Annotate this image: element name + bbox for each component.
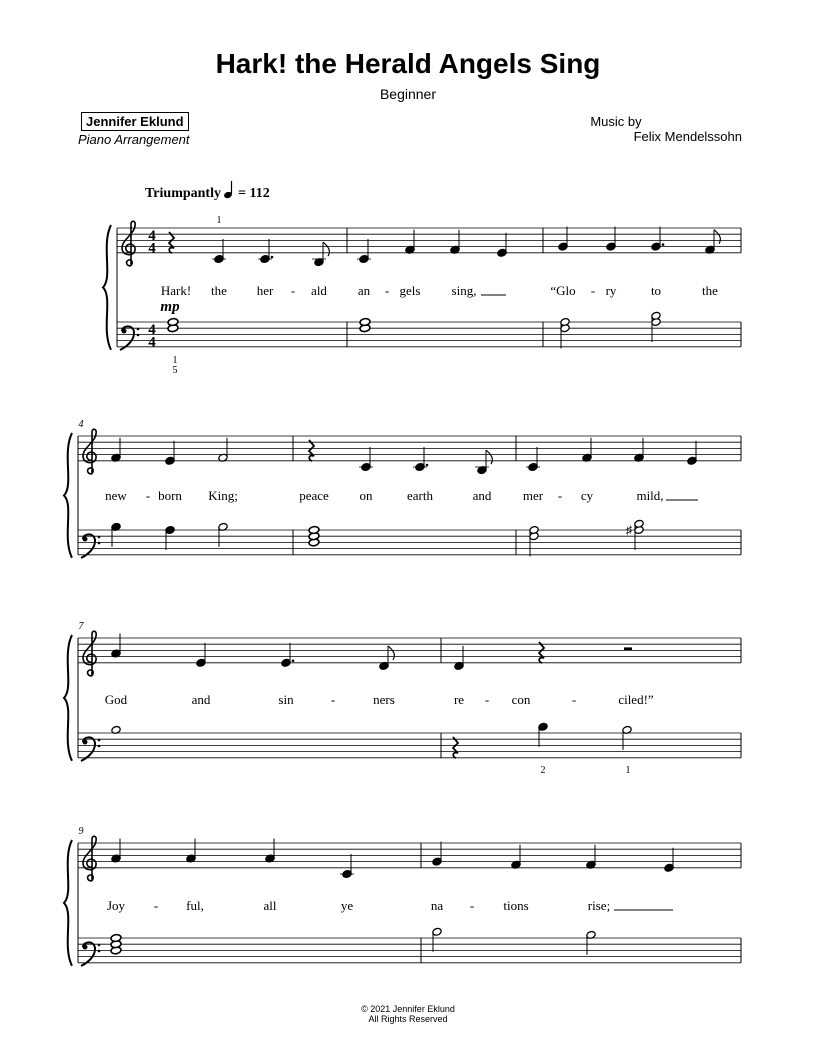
- rights-text: All Rights Reserved: [368, 1014, 448, 1024]
- lyric-syllable: gels: [399, 283, 421, 298]
- flag: [486, 450, 492, 464]
- lyric-syllable: -: [153, 898, 159, 913]
- lyric-syllable: ry: [605, 283, 617, 298]
- lyric-syllable: and: [472, 488, 492, 503]
- brace: [103, 225, 111, 350]
- lyric-syllable: ye: [340, 898, 354, 913]
- dot: [271, 256, 274, 259]
- lyric-syllable: and: [191, 692, 211, 707]
- note: [475, 450, 492, 474]
- note: [582, 438, 592, 462]
- lyric-syllable: -: [145, 488, 151, 503]
- fingering: 1: [172, 355, 178, 366]
- note: [186, 839, 196, 863]
- note: [687, 441, 697, 465]
- note: [258, 239, 273, 263]
- note: [622, 725, 632, 749]
- note: [265, 839, 275, 863]
- arranger-name: Jennifer Eklund: [81, 112, 189, 131]
- lyric-syllable: re: [453, 692, 465, 707]
- note: [634, 438, 644, 462]
- lyric-syllable: peace: [299, 488, 329, 503]
- lyric-syllable: -: [484, 692, 490, 707]
- lyric-syllable: con: [511, 692, 531, 707]
- note: [511, 845, 521, 869]
- note: [664, 848, 674, 872]
- lyric-syllable: mild,: [636, 488, 664, 503]
- lyric-syllable: King;: [208, 488, 238, 503]
- lyric-syllable: new: [105, 488, 127, 503]
- bass-staff: [78, 938, 741, 963]
- note: [312, 242, 329, 266]
- dot: [662, 243, 665, 246]
- copyright-text: © 2021 Jennifer Eklund: [361, 1004, 455, 1014]
- fingering: 2: [540, 765, 546, 776]
- lyric-syllable: -: [330, 692, 336, 707]
- note: [340, 854, 354, 878]
- quarter-rest-icon: [453, 737, 458, 758]
- note: [218, 438, 228, 462]
- note: [432, 927, 442, 951]
- treble-staff: [78, 843, 741, 868]
- note: [413, 447, 428, 471]
- note: [196, 643, 206, 667]
- measure-number: 4: [78, 419, 84, 430]
- note: [165, 441, 175, 465]
- arranger-role: Piano Arrangement: [78, 132, 190, 147]
- lyric-syllable: -: [557, 488, 563, 503]
- note: [558, 227, 568, 251]
- lyric-syllable: earth: [407, 488, 433, 503]
- treble-staff: [117, 228, 741, 253]
- lyric-syllable: on: [359, 488, 373, 503]
- note: [218, 522, 228, 546]
- time-signature-top: 4: [148, 228, 156, 244]
- note: [606, 227, 616, 251]
- note: [357, 239, 371, 263]
- lyric-syllable: -: [571, 692, 577, 707]
- flag: [714, 230, 720, 244]
- treble-staff: [78, 638, 741, 663]
- note: [651, 227, 664, 251]
- note: [526, 447, 540, 471]
- note: [586, 845, 596, 869]
- tempo-bpm: = 112: [237, 186, 270, 201]
- time-signature-top: 4: [148, 322, 156, 338]
- lyric-syllable: ciled!”: [618, 692, 654, 707]
- flag: [323, 242, 329, 256]
- note: [432, 842, 442, 866]
- quarter-rest-icon: [169, 232, 174, 253]
- note: [497, 233, 507, 257]
- note: [359, 447, 373, 471]
- sharp-icon: ♯: [626, 523, 632, 537]
- lyric-syllable: -: [469, 898, 475, 913]
- lyric-syllable: the: [702, 283, 718, 298]
- note: [450, 230, 460, 254]
- note: [405, 230, 415, 254]
- measure-number: 9: [78, 826, 84, 837]
- note: [586, 930, 596, 954]
- dot: [426, 464, 429, 467]
- lyric-syllable: -: [290, 283, 296, 298]
- note: [111, 634, 121, 658]
- lyric-syllable: tions: [503, 898, 529, 913]
- lyric-syllable: na: [430, 898, 444, 913]
- bass-staff: [78, 733, 741, 758]
- footer: [0, 1004, 816, 1024]
- note: [379, 646, 395, 670]
- half-rest-icon: [624, 647, 632, 650]
- lyric-syllable: ful,: [186, 898, 204, 913]
- note: [111, 522, 121, 546]
- lyric-syllable: to: [650, 283, 662, 298]
- time-signature-bottom: 4: [148, 240, 156, 257]
- bass-staff: [78, 530, 741, 555]
- lyric-syllable: all: [263, 898, 277, 913]
- tempo-text: Triumpantly: [145, 186, 221, 201]
- lyric-syllable: ners: [373, 692, 395, 707]
- lyric-syllable: cy: [580, 488, 594, 503]
- song-title: Hark! the Herald Angels Sing: [215, 48, 601, 79]
- note: [705, 230, 721, 254]
- lyric-syllable: rise;: [587, 898, 611, 913]
- composer-name: Felix Mendelssohn: [633, 129, 742, 144]
- lyric-syllable: an: [357, 283, 371, 298]
- lyric-syllable: ald: [311, 283, 327, 298]
- lyric-syllable: sing,: [451, 283, 477, 298]
- quarter-rest-icon: [309, 440, 314, 461]
- fingering: 5: [172, 365, 178, 376]
- note: [165, 526, 175, 550]
- difficulty-subtitle: Beginner: [379, 86, 437, 102]
- note: [212, 239, 226, 263]
- dynamic-marking: mp: [160, 299, 180, 315]
- lyric-syllable: -: [384, 283, 390, 298]
- lyric-syllable: Hark!: [160, 283, 192, 298]
- note: [538, 722, 548, 746]
- time-signature-bottom: 4: [148, 334, 156, 351]
- note: [281, 643, 294, 667]
- lyric-syllable: sin: [278, 692, 294, 707]
- note: [111, 438, 121, 462]
- note: [111, 839, 121, 863]
- lyric-syllable: -: [590, 283, 596, 298]
- flag: [388, 646, 394, 660]
- lyric-syllable: God: [104, 692, 128, 707]
- brace: [64, 433, 72, 558]
- quarter-rest-icon: [539, 642, 544, 663]
- measure-number: 7: [78, 621, 84, 632]
- brace: [64, 840, 72, 966]
- lyric-syllable: her: [256, 283, 274, 298]
- fingering: 1: [216, 215, 222, 226]
- lyric-syllable: mer: [522, 488, 544, 503]
- note: [454, 646, 464, 670]
- fingering: 1: [625, 765, 631, 776]
- lyric-syllable: born: [158, 488, 182, 503]
- bass-staff: [117, 322, 741, 347]
- lyric-syllable: the: [211, 283, 227, 298]
- dot: [292, 660, 295, 663]
- music-by-label: Music by: [590, 114, 642, 129]
- brace: [64, 635, 72, 761]
- lyric-syllable: “Glo: [550, 283, 576, 298]
- lyric-syllable: Joy: [106, 898, 126, 913]
